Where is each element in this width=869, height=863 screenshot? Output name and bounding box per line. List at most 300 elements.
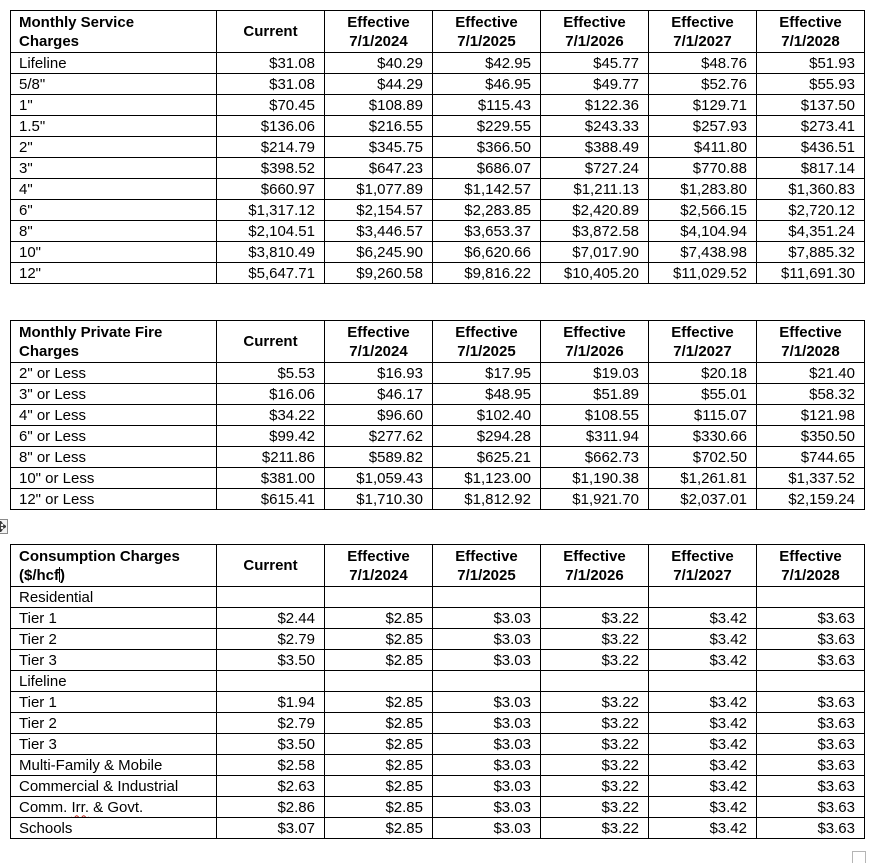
value-cell[interactable] <box>541 74 649 95</box>
value-cell[interactable] <box>757 200 865 221</box>
column-header-text: Effective <box>779 547 842 565</box>
value-cell[interactable] <box>217 468 325 489</box>
value-text: $1,142.57 <box>464 180 531 198</box>
value-cell[interactable] <box>541 692 649 713</box>
value-cell[interactable] <box>649 713 757 734</box>
value-cell[interactable] <box>541 116 649 137</box>
value-cell[interactable] <box>433 179 541 200</box>
value-cell[interactable] <box>757 650 865 671</box>
value-cell[interactable] <box>541 755 649 776</box>
value-cell[interactable] <box>757 608 865 629</box>
value-cell[interactable] <box>757 242 865 263</box>
column-header-text: 7/1/2025 <box>457 566 516 584</box>
value-cell[interactable] <box>649 818 757 839</box>
value-cell[interactable] <box>433 776 541 797</box>
row-label-text: Schools <box>19 819 73 837</box>
value-cell[interactable] <box>325 242 433 263</box>
column-header-cell[interactable] <box>541 545 649 587</box>
value-text: $52.76 <box>701 75 747 93</box>
row-label-cell[interactable] <box>11 671 217 692</box>
table-row <box>11 468 865 489</box>
value-text: $2.86 <box>277 798 315 816</box>
consumption-charges-table <box>10 544 865 839</box>
value-cell[interactable] <box>757 671 865 692</box>
value-cell[interactable] <box>433 692 541 713</box>
row-label-cell[interactable] <box>11 221 217 242</box>
value-text: $11,029.52 <box>673 264 747 282</box>
value-cell[interactable] <box>649 650 757 671</box>
monthly-private-fire-charges-title-cell[interactable] <box>11 321 217 363</box>
value-text: $3.42 <box>709 798 747 816</box>
header-row <box>11 11 865 53</box>
row-label-cell[interactable] <box>11 489 217 510</box>
row-label-cell[interactable] <box>11 650 217 671</box>
row-label-cell[interactable] <box>11 629 217 650</box>
value-text: $229.55 <box>476 117 531 135</box>
monthly-service-charges-title-cell[interactable] <box>11 11 217 53</box>
value-cell[interactable] <box>541 650 649 671</box>
value-cell[interactable] <box>757 734 865 755</box>
value-cell[interactable] <box>541 776 649 797</box>
value-cell[interactable] <box>433 629 541 650</box>
value-cell[interactable] <box>757 776 865 797</box>
value-cell[interactable] <box>541 734 649 755</box>
value-cell[interactable] <box>325 797 433 818</box>
value-cell[interactable] <box>541 713 649 734</box>
row-label-cell[interactable] <box>11 405 217 426</box>
column-header-text: Effective <box>347 323 410 341</box>
value-text: $277.62 <box>368 427 423 445</box>
value-cell[interactable] <box>757 755 865 776</box>
row-label-text: 10" <box>19 243 42 261</box>
value-cell[interactable] <box>649 74 757 95</box>
value-cell[interactable] <box>541 242 649 263</box>
value-cell[interactable] <box>433 608 541 629</box>
value-cell[interactable] <box>325 384 433 405</box>
value-cell[interactable] <box>325 489 433 510</box>
value-text: $9,260.58 <box>356 264 423 282</box>
value-text: $2.79 <box>277 630 315 648</box>
value-cell[interactable] <box>325 95 433 116</box>
row-label-cell[interactable] <box>11 53 217 74</box>
value-cell[interactable] <box>757 263 865 284</box>
value-cell[interactable] <box>757 137 865 158</box>
value-cell[interactable] <box>649 179 757 200</box>
column-header-cell[interactable] <box>649 321 757 363</box>
value-cell[interactable] <box>433 797 541 818</box>
column-header-cell[interactable] <box>325 11 433 53</box>
value-text: $3,653.37 <box>464 222 531 240</box>
value-cell[interactable] <box>757 489 865 510</box>
value-cell[interactable] <box>649 671 757 692</box>
value-text: $3.42 <box>709 630 747 648</box>
value-cell[interactable] <box>541 671 649 692</box>
consumption-charges-title-cell[interactable] <box>11 545 217 587</box>
value-cell[interactable] <box>433 489 541 510</box>
value-cell[interactable] <box>217 776 325 797</box>
value-cell[interactable] <box>757 53 865 74</box>
value-cell[interactable] <box>649 489 757 510</box>
value-cell[interactable] <box>433 671 541 692</box>
value-cell[interactable] <box>217 200 325 221</box>
column-header-text: Current <box>243 333 298 350</box>
value-text: $2.79 <box>277 714 315 732</box>
row-label-text: 8" <box>19 222 33 240</box>
value-cell[interactable] <box>433 650 541 671</box>
misspelled-word: Irr. <box>71 798 89 816</box>
value-cell[interactable] <box>217 755 325 776</box>
value-cell[interactable] <box>757 426 865 447</box>
value-text: $2,037.01 <box>680 490 747 508</box>
value-cell[interactable] <box>757 95 865 116</box>
value-cell[interactable] <box>217 734 325 755</box>
value-cell[interactable] <box>541 95 649 116</box>
value-cell[interactable] <box>217 137 325 158</box>
value-cell[interactable] <box>757 629 865 650</box>
row-label-cell[interactable] <box>11 734 217 755</box>
value-text: $3.22 <box>601 714 639 732</box>
value-cell[interactable] <box>325 692 433 713</box>
table-resize-handle-icon[interactable] <box>852 851 866 863</box>
value-cell[interactable] <box>433 263 541 284</box>
row-label-cell[interactable] <box>11 426 217 447</box>
value-cell[interactable] <box>433 447 541 468</box>
column-header-cell[interactable] <box>325 545 433 587</box>
table-row <box>11 797 865 818</box>
table-row <box>11 95 865 116</box>
value-cell[interactable] <box>541 426 649 447</box>
value-text: $615.41 <box>260 490 315 508</box>
row-label-cell[interactable] <box>11 468 217 489</box>
value-cell[interactable] <box>217 818 325 839</box>
value-cell[interactable] <box>433 468 541 489</box>
value-cell[interactable] <box>649 734 757 755</box>
row-label-cell[interactable] <box>11 447 217 468</box>
value-cell[interactable] <box>649 242 757 263</box>
value-text: $4,351.24 <box>788 222 855 240</box>
value-text: $3.63 <box>817 651 855 669</box>
value-cell[interactable] <box>325 608 433 629</box>
value-cell[interactable] <box>433 713 541 734</box>
value-cell[interactable] <box>757 405 865 426</box>
header-row <box>11 545 865 587</box>
value-cell[interactable] <box>325 734 433 755</box>
value-cell[interactable] <box>541 200 649 221</box>
column-header-text: 7/1/2028 <box>781 342 840 360</box>
value-cell[interactable] <box>325 447 433 468</box>
value-cell[interactable] <box>541 489 649 510</box>
value-cell[interactable] <box>757 713 865 734</box>
column-header-cell[interactable] <box>433 545 541 587</box>
value-cell[interactable] <box>217 447 325 468</box>
value-cell[interactable] <box>649 53 757 74</box>
value-cell[interactable] <box>433 200 541 221</box>
value-cell[interactable] <box>217 650 325 671</box>
value-text: $3.03 <box>493 609 531 627</box>
column-header-cell[interactable] <box>217 545 325 587</box>
value-cell[interactable] <box>217 74 325 95</box>
value-cell[interactable] <box>433 74 541 95</box>
value-cell[interactable] <box>649 363 757 384</box>
row-label-cell[interactable] <box>11 608 217 629</box>
row-label-cell[interactable] <box>11 200 217 221</box>
value-cell[interactable] <box>541 405 649 426</box>
value-cell[interactable] <box>757 363 865 384</box>
value-cell[interactable] <box>541 363 649 384</box>
value-cell[interactable] <box>325 221 433 242</box>
row-label-cell[interactable] <box>11 692 217 713</box>
column-header-cell[interactable] <box>757 11 865 53</box>
value-cell[interactable] <box>541 797 649 818</box>
value-cell[interactable] <box>325 137 433 158</box>
table-row <box>11 692 865 713</box>
value-cell[interactable] <box>757 818 865 839</box>
value-cell[interactable] <box>325 53 433 74</box>
value-cell[interactable] <box>325 818 433 839</box>
value-cell[interactable] <box>433 158 541 179</box>
value-cell[interactable] <box>217 53 325 74</box>
value-cell[interactable] <box>325 158 433 179</box>
value-cell[interactable] <box>325 629 433 650</box>
row-label-cell[interactable] <box>11 116 217 137</box>
value-text: $3.22 <box>601 609 639 627</box>
value-text: $115.07 <box>693 406 747 424</box>
value-cell[interactable] <box>325 363 433 384</box>
value-text: $19.03 <box>593 364 639 382</box>
value-cell[interactable] <box>433 405 541 426</box>
value-text: $3.03 <box>493 777 531 795</box>
value-cell[interactable] <box>217 426 325 447</box>
monthly-service-charges-table <box>10 10 865 284</box>
value-cell[interactable] <box>217 797 325 818</box>
value-cell[interactable] <box>217 713 325 734</box>
value-cell[interactable] <box>217 671 325 692</box>
row-label-cell[interactable] <box>11 179 217 200</box>
value-cell[interactable] <box>217 221 325 242</box>
row-label-cell[interactable] <box>11 363 217 384</box>
value-text: $3.42 <box>709 714 747 732</box>
value-cell[interactable] <box>649 426 757 447</box>
value-cell[interactable] <box>433 116 541 137</box>
value-text: $3.42 <box>709 609 747 627</box>
value-cell[interactable] <box>325 776 433 797</box>
value-cell[interactable] <box>757 74 865 95</box>
value-cell[interactable] <box>433 242 541 263</box>
value-text: $11,691.30 <box>781 264 855 282</box>
value-cell[interactable] <box>433 755 541 776</box>
value-cell[interactable] <box>217 179 325 200</box>
value-cell[interactable] <box>325 587 433 608</box>
row-label-cell[interactable] <box>11 263 217 284</box>
value-cell[interactable] <box>325 74 433 95</box>
row-label-cell[interactable] <box>11 95 217 116</box>
value-cell[interactable] <box>541 53 649 74</box>
value-cell[interactable] <box>649 587 757 608</box>
value-cell[interactable] <box>325 405 433 426</box>
value-cell[interactable] <box>433 95 541 116</box>
value-cell[interactable] <box>649 468 757 489</box>
value-cell[interactable] <box>649 797 757 818</box>
row-label-cell[interactable] <box>11 713 217 734</box>
value-cell[interactable] <box>649 95 757 116</box>
value-cell[interactable] <box>433 587 541 608</box>
value-cell[interactable] <box>649 116 757 137</box>
value-text: $2.85 <box>385 819 423 837</box>
row-label-cell[interactable] <box>11 797 217 818</box>
row-label-cell[interactable] <box>11 74 217 95</box>
value-cell[interactable] <box>541 137 649 158</box>
value-cell[interactable] <box>217 692 325 713</box>
value-cell[interactable] <box>217 384 325 405</box>
value-cell[interactable] <box>649 384 757 405</box>
value-text: $2,154.57 <box>356 201 423 219</box>
row-label-cell[interactable] <box>11 587 217 608</box>
value-cell[interactable] <box>433 137 541 158</box>
value-text: $2.85 <box>385 630 423 648</box>
table-row <box>11 74 865 95</box>
row-label-cell[interactable] <box>11 818 217 839</box>
value-cell[interactable] <box>649 447 757 468</box>
value-cell[interactable] <box>217 608 325 629</box>
row-label-text: Tier 2 <box>19 630 57 648</box>
row-label-text: 3" or Less <box>19 385 87 403</box>
row-label-cell[interactable] <box>11 158 217 179</box>
value-cell[interactable] <box>217 363 325 384</box>
value-cell[interactable] <box>541 608 649 629</box>
value-cell[interactable] <box>325 650 433 671</box>
value-cell[interactable] <box>649 263 757 284</box>
value-cell[interactable] <box>541 587 649 608</box>
value-cell[interactable] <box>649 776 757 797</box>
value-cell[interactable] <box>649 221 757 242</box>
value-cell[interactable] <box>217 405 325 426</box>
row-label-cell[interactable] <box>11 755 217 776</box>
value-cell[interactable] <box>757 384 865 405</box>
value-cell[interactable] <box>325 200 433 221</box>
value-cell[interactable] <box>757 692 865 713</box>
value-cell[interactable] <box>757 587 865 608</box>
value-cell[interactable] <box>649 755 757 776</box>
value-cell[interactable] <box>541 384 649 405</box>
value-cell[interactable] <box>217 158 325 179</box>
value-cell[interactable] <box>217 489 325 510</box>
value-text: $3.63 <box>817 777 855 795</box>
column-header-cell[interactable] <box>433 321 541 363</box>
column-header-cell[interactable] <box>757 321 865 363</box>
table-row <box>11 489 865 510</box>
value-cell[interactable] <box>325 713 433 734</box>
value-cell[interactable] <box>649 629 757 650</box>
value-cell[interactable] <box>649 405 757 426</box>
value-cell[interactable] <box>325 179 433 200</box>
column-header-cell[interactable] <box>649 545 757 587</box>
value-cell[interactable] <box>649 137 757 158</box>
row-label-cell[interactable] <box>11 137 217 158</box>
value-cell[interactable] <box>325 426 433 447</box>
value-cell[interactable] <box>433 384 541 405</box>
value-cell[interactable] <box>649 608 757 629</box>
value-cell[interactable] <box>325 671 433 692</box>
column-header-cell[interactable] <box>649 11 757 53</box>
value-cell[interactable] <box>541 158 649 179</box>
value-cell[interactable] <box>541 818 649 839</box>
value-cell[interactable] <box>433 734 541 755</box>
value-cell[interactable] <box>541 179 649 200</box>
value-cell[interactable] <box>217 116 325 137</box>
value-text: $55.93 <box>809 75 855 93</box>
column-header-cell[interactable] <box>757 545 865 587</box>
value-cell[interactable] <box>757 158 865 179</box>
value-cell[interactable] <box>757 116 865 137</box>
value-cell[interactable] <box>433 818 541 839</box>
value-text: $1,337.52 <box>788 469 855 487</box>
value-cell[interactable] <box>757 447 865 468</box>
value-text: $3,810.49 <box>248 243 315 261</box>
row-label-text: Tier 1 <box>19 693 57 711</box>
value-cell[interactable] <box>757 221 865 242</box>
value-cell[interactable] <box>757 468 865 489</box>
value-cell[interactable] <box>325 755 433 776</box>
value-cell[interactable] <box>649 200 757 221</box>
value-text: $3.42 <box>709 735 747 753</box>
value-cell[interactable] <box>433 363 541 384</box>
value-text: $6,245.90 <box>356 243 423 261</box>
column-header-cell[interactable] <box>433 11 541 53</box>
table-row <box>11 650 865 671</box>
value-cell[interactable] <box>541 263 649 284</box>
value-cell[interactable] <box>325 468 433 489</box>
value-cell[interactable] <box>325 116 433 137</box>
column-header-cell[interactable] <box>541 11 649 53</box>
value-cell[interactable] <box>541 468 649 489</box>
value-cell[interactable] <box>217 242 325 263</box>
table-row <box>11 755 865 776</box>
table-move-handle-icon[interactable] <box>0 519 8 534</box>
value-cell[interactable] <box>217 587 325 608</box>
row-label-cell[interactable] <box>11 776 217 797</box>
value-text: $46.95 <box>485 75 531 93</box>
value-cell[interactable] <box>433 221 541 242</box>
row-label-text: 2" <box>19 138 33 156</box>
column-header-text: 7/1/2026 <box>565 32 624 50</box>
row-label-cell[interactable] <box>11 384 217 405</box>
value-cell[interactable] <box>649 158 757 179</box>
value-cell[interactable] <box>757 179 865 200</box>
column-header-cell[interactable] <box>217 321 325 363</box>
table-row <box>11 818 865 839</box>
column-header-cell[interactable] <box>217 11 325 53</box>
row-label-cell[interactable] <box>11 242 217 263</box>
value-cell[interactable] <box>433 53 541 74</box>
value-cell[interactable] <box>541 221 649 242</box>
value-cell[interactable] <box>757 797 865 818</box>
value-cell[interactable] <box>541 629 649 650</box>
value-cell[interactable] <box>649 692 757 713</box>
column-header-cell[interactable] <box>325 321 433 363</box>
value-cell[interactable] <box>433 426 541 447</box>
value-text: $51.89 <box>593 385 639 403</box>
column-header-cell[interactable] <box>541 321 649 363</box>
value-text: $211.86 <box>261 448 315 466</box>
row-label-text: 2" or Less <box>19 364 87 382</box>
table-row <box>11 200 865 221</box>
value-cell[interactable] <box>325 263 433 284</box>
value-cell[interactable] <box>541 447 649 468</box>
value-text: $3.50 <box>277 735 315 753</box>
value-cell[interactable] <box>217 95 325 116</box>
value-cell[interactable] <box>217 263 325 284</box>
value-cell[interactable] <box>217 629 325 650</box>
